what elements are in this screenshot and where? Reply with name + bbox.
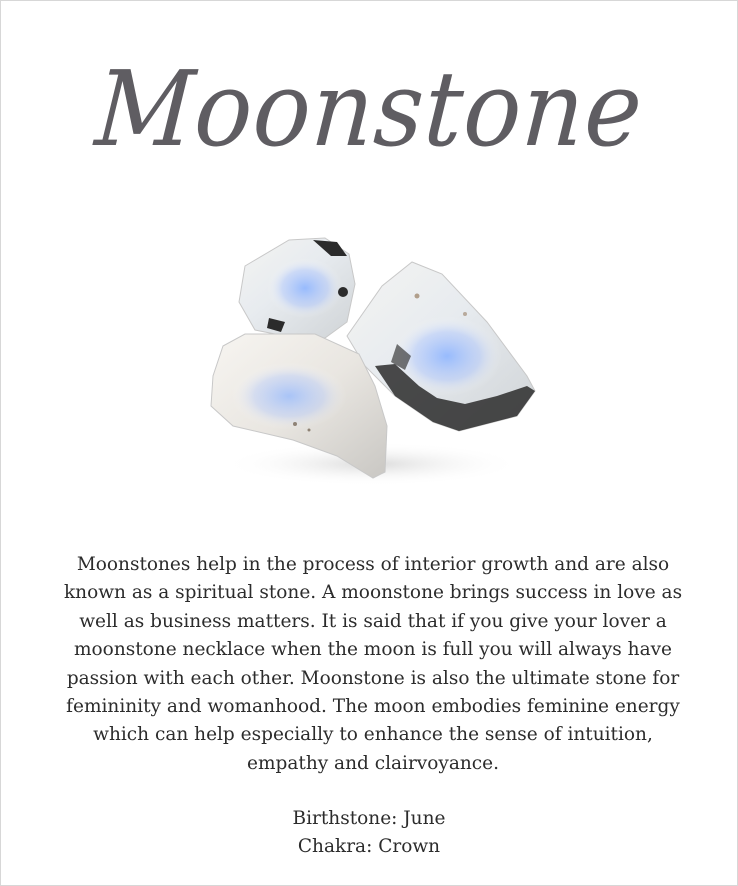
moonstone-top [239,238,355,338]
description-paragraph: Moonstones help in the process of interior growth and are also known as a spiritual stone. A moonstone brings success in love as well as business matters. It is said that if you give your lover a moonstone necklace when the moon is full you will always have passion with each other. Moonstone is also the ultimate stone for femininity and womanhood. The moon embodies feminine energy which can help especially to enhance the sense of intuition, empathy and clairvoyance. [63,554,683,774]
chakra-label: Chakra: Crown [297,836,441,858]
page-title: Moonstone [92,48,647,170]
stone-facts [1,805,737,862]
moonstone-image [197,226,543,496]
birthstone-label: Birthstone: June [292,808,446,829]
